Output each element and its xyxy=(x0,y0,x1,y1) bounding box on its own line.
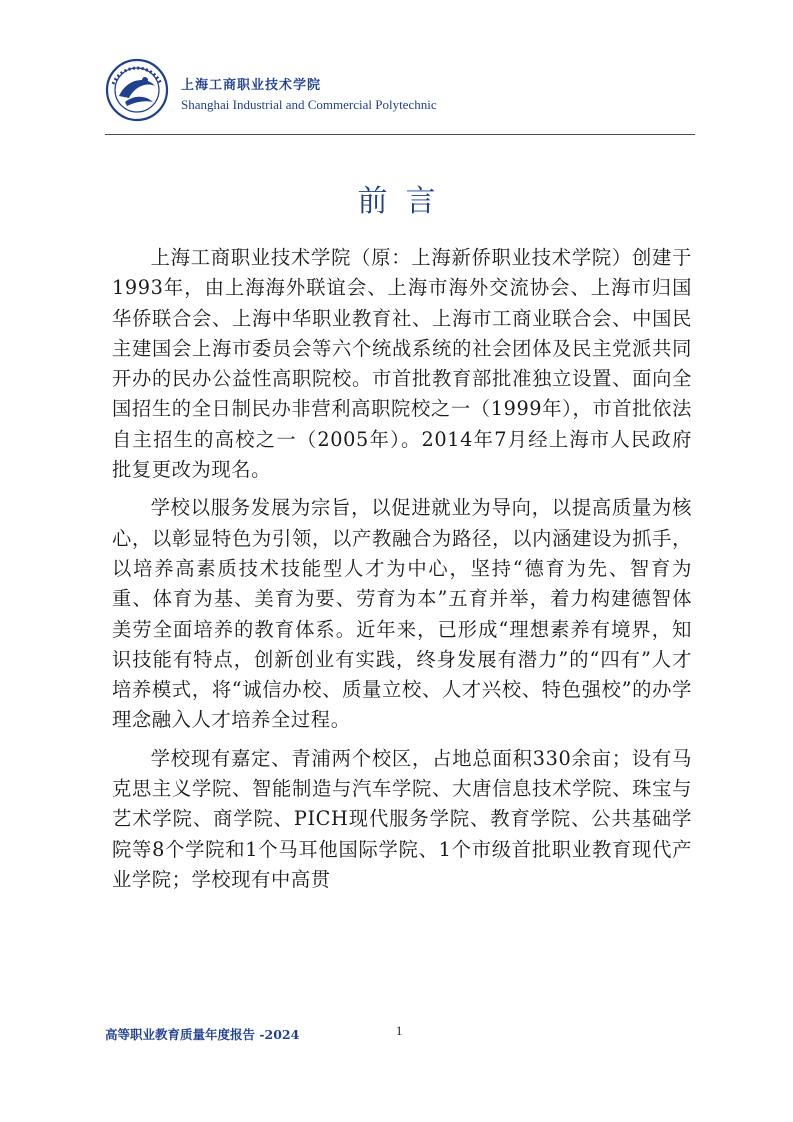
school-name-cn: 上海工商职业技术学院 xyxy=(181,78,322,93)
paragraph-campus: 学校现有嘉定、青浦两个校区，占地总面积330余亩；设有马克思主义学院、智能制造与汽车学院、大唐信息技术学院、珠宝与艺术学院、商学院、PICH现代服务学院、教育学院、公共基础学院等8个学院和1个马耳他国际学院、1个市级首批职业教育现代产业学院；学校现有中高贯 xyxy=(112,746,692,891)
paragraph-intro: 上海工商职业技术学院（原：上海新侨职业技术学院）创建于1993年，由上海海外联谊会、上海市海外交流协会、上海市归国华侨联合会、上海中华职业教育社、上海市工商业联合会、中国民主建国会上海市委员会等六个统战系统的社会团体及民主党派共同开办的民办公益性高职院校。市首批教育部批准独立设置、面向全国招生的全日制民办非营利高职院校之一（1999年），市首批依法自主招生的高校之一（2005年）。2014年7月经上海市人民政府批复更改为现名。 xyxy=(112,246,692,482)
footer-report-title: 高等职业教育质量年度报告 -2024 xyxy=(105,1027,300,1042)
page-title: 前言 xyxy=(357,184,454,219)
school-emblem-icon xyxy=(105,58,169,122)
page-header xyxy=(105,56,695,136)
header-divider xyxy=(105,134,695,135)
page-number: 1 xyxy=(396,1024,403,1038)
paragraph-mission: 学校以服务发展为宗旨，以促进就业为导向，以提高质量为核心，以彰显特色为引领，以产教融合为路径，以内涵建设为抓手，以培养高素质技术技能型人才为中心，坚持“德育为先、智育为重、体育为基、美育为要、劳育为本”五育并举，着力构建德智体美劳全面培养的教育体系。近年来，已形成“理想素养有境界，知识技能有特点，创新创业有实践，终身发展有潜力”的“四有”人才培养模式，将“诚信办校、质量立校、人才兴校、特色强校”的办学理念融入人才培养全过程。 xyxy=(112,496,692,732)
school-name-en: Shanghai Industrial and Commercial Polytechnic xyxy=(181,97,437,112)
body-text xyxy=(112,243,692,895)
